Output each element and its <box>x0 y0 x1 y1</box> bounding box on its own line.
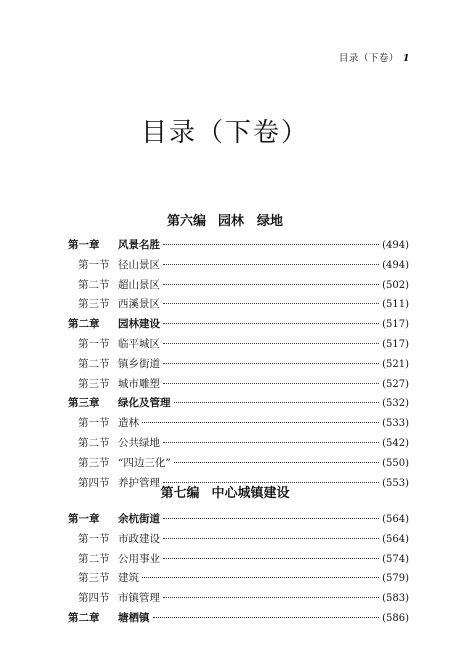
entry-page-number: (527) <box>382 378 409 390</box>
entry-title: 公用事业 <box>118 552 160 565</box>
toc-section-entry[interactable] <box>68 296 409 316</box>
entry-title: 超山景区 <box>118 278 160 291</box>
entry-page-number: (494) <box>382 240 409 251</box>
dot-leader <box>163 538 379 539</box>
entry-title: 临平城区 <box>118 337 160 350</box>
entry-title: 绿化及管理 <box>118 397 171 410</box>
entry-label <box>78 277 160 292</box>
toc-chapter-entry[interactable] <box>68 237 409 257</box>
dot-leader <box>163 597 379 598</box>
entry-page-number: (579) <box>382 573 409 585</box>
entry-label <box>78 455 171 470</box>
dot-leader <box>153 617 380 618</box>
entry-number: 第二节 <box>78 278 110 291</box>
entry-number: 第二章 <box>68 611 100 624</box>
entry-label <box>68 511 160 526</box>
toc-chapter-entry[interactable] <box>68 316 409 336</box>
entry-number: 第一节 <box>78 532 110 545</box>
dot-leader <box>163 558 379 559</box>
entry-title: 园林建设 <box>118 318 160 331</box>
entry-page-number: (517) <box>382 338 409 350</box>
entry-label <box>68 610 150 625</box>
entry-title: 塘栖镇 <box>118 611 150 624</box>
entry-page-number: (517) <box>382 319 409 331</box>
entry-page-number: (553) <box>382 477 409 489</box>
running-head-text: 目录（下卷） <box>338 53 399 64</box>
entry-label <box>78 296 160 311</box>
entry-number: 第四节 <box>78 476 110 489</box>
entry-number: 第四节 <box>78 592 110 605</box>
toc-section-entry[interactable] <box>68 435 409 455</box>
entry-page-number: (533) <box>382 418 409 430</box>
entry-title: 市政建设 <box>118 532 160 545</box>
entry-number: 第三节 <box>78 572 110 585</box>
entry-label <box>78 531 160 546</box>
entry-number: 第一节 <box>78 417 110 430</box>
toc-chapter-entry[interactable] <box>68 395 409 415</box>
part-heading <box>0 482 450 501</box>
entry-number: 第二节 <box>78 436 110 449</box>
dot-leader <box>163 363 379 364</box>
toc-section-entry[interactable] <box>68 376 409 396</box>
entry-number: 第三章 <box>68 397 100 410</box>
entry-title: 建筑 <box>118 572 139 585</box>
toc-section-entry[interactable] <box>68 277 409 297</box>
entry-title: 市镇管理 <box>118 592 160 605</box>
entry-title: 城市雕塑 <box>118 377 160 390</box>
running-head <box>339 50 410 64</box>
entry-label <box>78 590 160 605</box>
dot-leader <box>163 284 379 285</box>
part-name: 中心城镇建设 <box>211 486 290 501</box>
entry-label <box>68 237 160 252</box>
toc-list <box>68 237 409 494</box>
toc-chapter-entry[interactable] <box>68 511 409 531</box>
entry-page-number: (494) <box>382 259 409 271</box>
entry-title: 西溪景区 <box>118 298 160 311</box>
entry-page-number: (532) <box>382 398 409 410</box>
toc-section-entry[interactable] <box>68 551 409 571</box>
dot-leader <box>142 422 379 423</box>
entry-page-number: (511) <box>382 299 409 311</box>
entry-label <box>78 336 160 351</box>
toc-section-entry[interactable] <box>68 336 409 356</box>
dot-leader <box>163 323 379 324</box>
entry-title: 造林 <box>118 417 139 430</box>
entry-number: 第二章 <box>68 318 100 331</box>
entry-title: 风景名胜 <box>118 239 160 251</box>
entry-number: 第三节 <box>78 456 110 469</box>
entry-page-number: (502) <box>382 279 409 291</box>
entry-label <box>78 435 160 450</box>
entry-page-number: (542) <box>382 437 409 449</box>
dot-leader <box>142 577 379 578</box>
part-name: 园林 绿地 <box>218 214 284 229</box>
entry-label <box>78 570 139 585</box>
entry-page-number: (521) <box>382 358 409 370</box>
entry-label <box>68 395 171 410</box>
entry-title: 养护管理 <box>118 476 160 489</box>
toc-section-entry[interactable] <box>68 257 409 277</box>
page-title: 目录（下卷） <box>140 118 309 148</box>
toc-section-entry[interactable] <box>68 356 409 376</box>
toc-list <box>68 511 409 630</box>
entry-title: 余杭街道 <box>118 513 160 525</box>
entry-title: “四边三化” <box>118 456 171 469</box>
dot-leader <box>163 264 379 265</box>
entry-number: 第三节 <box>78 377 110 390</box>
entry-label <box>78 551 160 566</box>
entry-number: 第一节 <box>78 258 110 271</box>
toc-section-entry[interactable] <box>68 590 409 610</box>
toc-section-entry[interactable] <box>68 570 409 590</box>
entry-number: 第一节 <box>78 337 110 350</box>
part-number: 第六编 <box>166 214 206 229</box>
toc-section-entry[interactable] <box>68 415 409 435</box>
dot-leader <box>163 343 379 344</box>
entry-label <box>78 415 139 430</box>
entry-label <box>68 316 160 331</box>
dot-leader <box>163 303 379 304</box>
entry-title: 公共绿地 <box>118 436 160 449</box>
entry-label <box>78 376 160 391</box>
entry-label <box>78 356 160 371</box>
entry-page-number: (550) <box>382 457 409 469</box>
part-number: 第七编 <box>160 486 200 501</box>
entry-page-number: (564) <box>382 533 409 545</box>
toc-section-entry[interactable] <box>68 531 409 551</box>
dot-leader <box>174 402 380 403</box>
entry-label <box>78 257 160 272</box>
entry-page-number: (564) <box>382 514 409 525</box>
toc-section-entry[interactable] <box>68 455 409 475</box>
entry-number: 第二节 <box>78 552 110 565</box>
entry-number: 第一章 <box>68 239 100 251</box>
entry-title: 镇乡街道 <box>118 357 160 370</box>
entry-number: 第三节 <box>78 298 110 311</box>
dot-leader <box>163 383 379 384</box>
running-head-page-number: 1 <box>402 53 410 64</box>
dot-leader <box>174 462 379 463</box>
entry-page-number: (586) <box>382 612 409 624</box>
entry-title: 径山景区 <box>118 258 160 271</box>
entry-page-number: (574) <box>382 553 409 565</box>
dot-leader <box>163 442 379 443</box>
part-heading <box>0 210 450 229</box>
dot-leader <box>163 518 379 519</box>
dot-leader <box>163 244 379 245</box>
entry-number: 第一章 <box>68 513 100 525</box>
entry-number: 第二节 <box>78 357 110 370</box>
toc-chapter-entry[interactable] <box>68 610 409 630</box>
entry-page-number: (583) <box>382 593 409 605</box>
